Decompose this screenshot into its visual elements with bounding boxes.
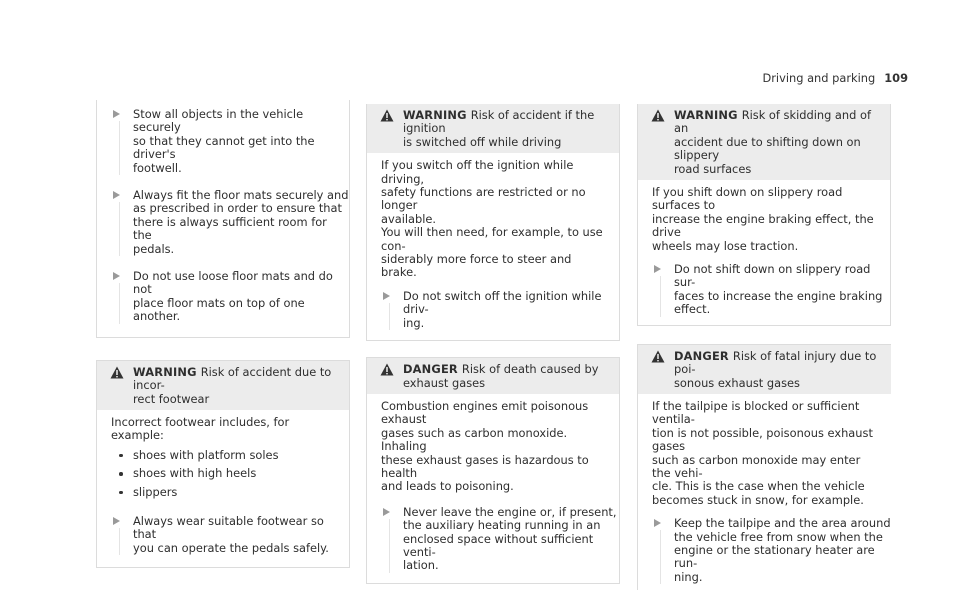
danger-header bbox=[367, 358, 619, 394]
step-rule bbox=[119, 283, 120, 324]
warning-keyword: WARNING bbox=[133, 364, 197, 379]
step-rule bbox=[389, 519, 390, 573]
danger-keyword: DANGER bbox=[674, 348, 729, 363]
warning-header bbox=[97, 361, 349, 410]
text-line: You will then need, for example, to use con- bbox=[381, 225, 603, 253]
step-rule bbox=[389, 303, 390, 330]
section-title: Driving and parking bbox=[762, 71, 876, 85]
title-text: Risk of accident if the ignition bbox=[403, 108, 595, 136]
text-line: gases such as carbon monoxide. Inhaling bbox=[381, 425, 568, 454]
text-line: lation. bbox=[403, 558, 439, 573]
text-line: effect. bbox=[674, 302, 711, 317]
text-line: road surfaces bbox=[674, 161, 752, 176]
instruction-step bbox=[97, 515, 349, 555]
step-arrow-icon bbox=[654, 265, 661, 273]
list-item: slippers bbox=[111, 486, 335, 499]
text-line: engine or the stationary heater are run- bbox=[674, 542, 875, 571]
warning-intro: Incorrect footwear includes, for example: bbox=[111, 414, 290, 443]
page-header bbox=[762, 72, 908, 85]
text-line: as prescribed in order to ensure that bbox=[133, 201, 342, 216]
title-text: Risk of skidding and of an bbox=[674, 108, 871, 136]
text-line: safety functions are restricted or no longer bbox=[381, 185, 586, 213]
title-text: Risk of accident due to incor- bbox=[133, 364, 332, 393]
step-rule bbox=[119, 528, 120, 555]
step-arrow-icon bbox=[113, 517, 120, 525]
step-arrow-icon bbox=[383, 292, 390, 300]
text-line: cle. This is the case when the vehicle bbox=[652, 479, 865, 494]
column-2 bbox=[366, 104, 620, 584]
instruction-step bbox=[638, 263, 890, 317]
text-line: is switched off while driving bbox=[403, 134, 562, 149]
text-line: the auxiliary heating running in an bbox=[403, 518, 601, 533]
text-line: wheels may lose traction. bbox=[652, 238, 799, 253]
warning-triangle-icon bbox=[380, 109, 394, 122]
text-line: If you shift down on slippery road surfaces to bbox=[652, 185, 843, 213]
instruction-step bbox=[367, 290, 619, 330]
step-rule bbox=[119, 202, 120, 256]
instruction-step bbox=[97, 189, 349, 256]
text-line: footwell. bbox=[133, 160, 182, 175]
text-line: you can operate the pedals safely. bbox=[133, 540, 329, 555]
text-line: these exhaust gases is hazardous to health bbox=[381, 452, 589, 480]
text-line: Combustion engines emit poisonous exhaust bbox=[381, 398, 589, 427]
text-line: Never leave the engine or, if present, bbox=[403, 504, 617, 519]
instruction-step bbox=[638, 517, 891, 584]
warning-triangle-icon bbox=[651, 350, 665, 363]
instruction-step bbox=[97, 108, 349, 175]
warning-ignition bbox=[366, 104, 620, 341]
warning-triangle-icon bbox=[110, 366, 124, 379]
text-line: becomes stuck in snow, for example. bbox=[652, 492, 864, 507]
step-arrow-icon bbox=[113, 272, 120, 280]
text-line: ing. bbox=[403, 315, 425, 330]
text-line: increase the engine braking effect, the drive bbox=[652, 211, 874, 240]
step-rule bbox=[119, 121, 120, 175]
text-line: sonous exhaust gases bbox=[674, 375, 800, 390]
text-line: rect footwear bbox=[133, 391, 210, 406]
text-line: Stow all objects in the vehicle securely bbox=[133, 107, 304, 135]
danger-keyword: DANGER bbox=[403, 362, 458, 377]
column-1 bbox=[96, 100, 350, 568]
text-line: exhaust gases bbox=[403, 375, 486, 390]
text-line: Always wear suitable footwear so that bbox=[133, 513, 324, 542]
step-arrow-icon bbox=[113, 110, 120, 118]
warning-skidding bbox=[637, 104, 891, 326]
text-line: so that they cannot get into the driver's bbox=[133, 133, 315, 162]
step-arrow-icon bbox=[654, 519, 661, 527]
step-arrow-icon bbox=[383, 508, 390, 516]
warning-header bbox=[638, 104, 890, 180]
text-line: Do not use loose floor mats and do not bbox=[133, 269, 333, 297]
text-line: place floor mats on top of one another. bbox=[133, 295, 305, 324]
danger-tailpipe bbox=[637, 344, 891, 590]
text-line: If you switch off the ignition while driving, bbox=[381, 158, 574, 186]
text-line: there is always sufficient room for the bbox=[133, 214, 327, 243]
text-line: Keep the tailpipe and the area around bbox=[674, 516, 891, 531]
warning-triangle-icon bbox=[651, 109, 665, 122]
danger-exhaust bbox=[366, 357, 620, 584]
instruction-step bbox=[367, 506, 619, 573]
text-line: accident due to shifting down on slippery bbox=[674, 134, 861, 163]
list-item: shoes with high heels bbox=[111, 467, 335, 480]
text-line: Always fit the floor mats securely and bbox=[133, 188, 349, 203]
text-line: siderably more force to steer and brake. bbox=[381, 252, 572, 280]
page-number: 109 bbox=[884, 71, 908, 85]
text-line: Do not shift down on slippery road sur- bbox=[674, 262, 871, 290]
text-line: such as carbon monoxide may enter the vehi- bbox=[652, 452, 861, 480]
warning-footwear bbox=[96, 360, 350, 568]
step-rule bbox=[660, 530, 661, 584]
text-line: ning. bbox=[674, 569, 703, 584]
title-text: Risk of death caused by bbox=[461, 362, 599, 377]
text-line: pedals. bbox=[133, 241, 175, 256]
step-rule bbox=[660, 276, 661, 317]
warning-keyword: WARNING bbox=[674, 108, 738, 122]
text-line: the vehicle free from snow when the bbox=[674, 529, 883, 544]
step-arrow-icon bbox=[113, 191, 120, 199]
column-3 bbox=[637, 104, 891, 590]
text-line: If the tailpipe is blocked or sufficient ventila- bbox=[652, 398, 860, 427]
warning-header bbox=[367, 104, 619, 153]
instructions-box bbox=[96, 100, 350, 338]
instruction-step bbox=[97, 270, 349, 324]
text-line: enclosed space without sufficient venti- bbox=[403, 531, 594, 559]
text-line: faces to increase the engine braking bbox=[674, 288, 883, 303]
warning-keyword: WARNING bbox=[403, 108, 467, 122]
danger-header bbox=[638, 345, 891, 394]
text-line: and leads to poisoning. bbox=[381, 479, 514, 494]
title-text: Risk of fatal injury due to poi- bbox=[674, 348, 877, 377]
text-line: Do not switch off the ignition while driv- bbox=[403, 288, 602, 317]
list-item: shoes with platform soles bbox=[111, 449, 335, 462]
text-line: tion is not possible, poisonous exhaust gases bbox=[652, 425, 873, 454]
warning-triangle-icon bbox=[380, 363, 394, 376]
text-line: available. bbox=[381, 211, 437, 226]
